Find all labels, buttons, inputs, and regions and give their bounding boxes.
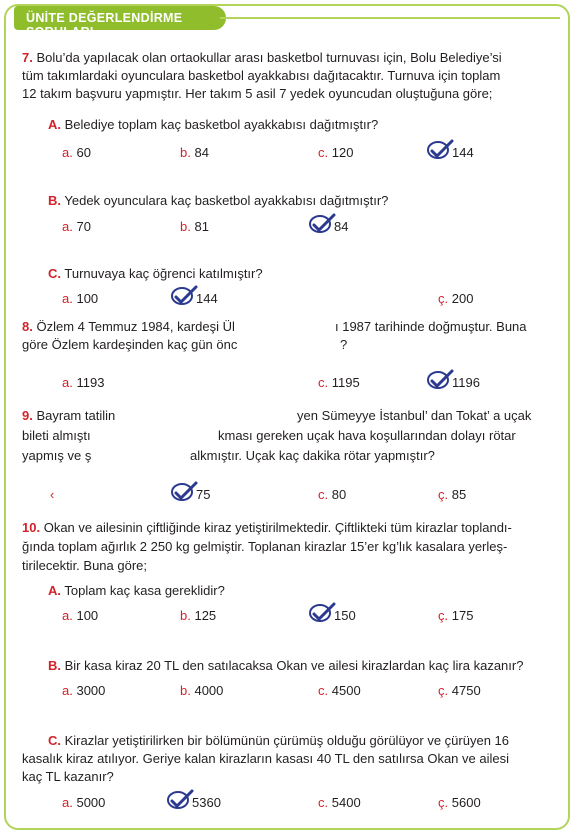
q10c-line-2: kasalık kiraz atılıyor. Geriye kalan kirazların kasası 40 TL den satılırsa Okan ve ailesi <box>22 751 509 766</box>
q7b-option-b[interactable]: b. 81 <box>180 219 209 234</box>
q8-line-2b: ? <box>340 337 348 352</box>
q10-line-2: ğında toplam ağırlık 2 250 kg gelmiştir. Toplanan kirazlar 15’er kg’lık kasalara yerleş- <box>22 539 508 554</box>
q10b-question: B. Bir kasa kiraz 20 TL den satılacaksa Okan ve ailesi kirazlardan kaç lira kazanır? <box>48 658 524 673</box>
q8-line-1b: ı 1987 tarihinde doğmuştur. Buna <box>335 319 527 334</box>
q10a-option-b[interactable]: b. 125 <box>180 608 217 623</box>
q10c-line-3: kaç TL kazanır? <box>22 769 114 784</box>
section-header <box>14 6 226 39</box>
q10c-option-a[interactable]: a. 5000 <box>62 795 106 810</box>
q7a-option-b[interactable]: b. 84 <box>180 145 209 160</box>
q7b-option-a[interactable]: a. 70 <box>62 219 91 234</box>
q7c-option-b[interactable]: 144 <box>196 291 218 306</box>
q7c-option-a[interactable]: a. 100 <box>62 291 99 306</box>
header-rule <box>220 17 560 19</box>
q10c-option-d[interactable]: ç. 5600 <box>438 795 481 810</box>
q10c-option-c[interactable]: c. 5400 <box>318 795 361 810</box>
q9-option-a[interactable]: ‹ <box>50 487 55 502</box>
q10b-option-a[interactable]: a. 3000 <box>62 683 106 698</box>
q9-option-b[interactable]: 75 <box>196 487 211 502</box>
q9-line-1b: yen Sümeyye İstanbul’ dan Tokat’ a uçak <box>297 408 532 423</box>
q7a-option-a[interactable]: a. 60 <box>62 145 91 160</box>
q8-line-2a: göre Özlem kardeşinden kaç gün önc <box>22 337 238 352</box>
q8-line-1a: 8. Özlem 4 Temmuz 1984, kardeşi Ül <box>22 319 235 334</box>
section-title: ÜNİTE DEĞERLENDİRME SORULARI <box>26 11 183 39</box>
q7-line-1: 7. Bolu’da yapılacak olan ortaokullar arası basketbol turnuvası için, Bolu Belediye’si <box>22 50 502 65</box>
q10c-option-b[interactable]: 5360 <box>192 795 221 810</box>
q9-line-3a: yapmış ve ş <box>22 448 92 463</box>
q7a-question: A. Belediye toplam kaç basketbol ayakkabısı dağıtmıştır? <box>48 117 379 132</box>
q8-option-c[interactable]: c. 1195 <box>318 375 360 390</box>
q9-line-2a: bileti almıştı <box>22 428 91 443</box>
q10a-option-c[interactable]: 150 <box>334 608 356 623</box>
q10a-option-a[interactable]: a. 100 <box>62 608 99 623</box>
q9-line-3b: alkmıştır. Uçak kaç dakika rötar yapmıştır? <box>190 448 435 463</box>
q7a-option-c[interactable]: c. 120 <box>318 145 354 160</box>
q7b-question: B. Yedek oyunculara kaç basketbol ayakkabısı dağıtmıştır? <box>48 193 389 208</box>
q7b-option-c[interactable]: 84 <box>334 219 349 234</box>
q8-option-d[interactable]: 1196 <box>452 375 480 390</box>
q10b-option-c[interactable]: c. 4500 <box>318 683 361 698</box>
q7-number: 7. <box>22 50 33 65</box>
q9-line-1a: 9. Bayram tatilin <box>22 408 116 423</box>
q7a-option-d[interactable]: 144 <box>452 145 474 160</box>
q9-option-d[interactable]: ç. 85 <box>438 487 467 502</box>
q10-line-1: 10. Okan ve ailesinin çiftliğinde kiraz yetiştirilmektedir. Çiftlikteki tüm kirazlar toplandı- <box>22 520 512 535</box>
q7-line-3: 12 takım başvuru yapmıştır. Her takım 5 asil 7 yedek oyuncudan oluştuğuna göre; <box>22 86 493 101</box>
q10a-option-d[interactable]: ç. 175 <box>438 608 474 623</box>
q10c-line-1: C. Kirazlar yetiştirilirken bir bölümünün çürümüş olduğu görülüyor ve çürüyen 16 <box>48 733 510 748</box>
q7c-question: C. Turnuvaya kaç öğrenci katılmıştır? <box>48 266 263 281</box>
q10b-option-d[interactable]: ç. 4750 <box>438 683 481 698</box>
q10-line-3: tirilecektir. Buna göre; <box>22 558 148 573</box>
q10b-option-b[interactable]: b. 4000 <box>180 683 224 698</box>
q8-option-a[interactable]: a. 1193 <box>62 375 105 390</box>
q10a-question: A. Toplam kaç kasa gereklidir? <box>48 583 225 598</box>
q7-line-2: tüm takımlardaki oyunculara basketbol ayakkabısı dağıtacaktır. Turnuva için toplam <box>22 68 501 83</box>
q9-line-2b: kması gereken uçak hava koşullarından dolayı rötar <box>218 428 516 443</box>
q7c-option-c[interactable]: ç. 200 <box>438 291 474 306</box>
q9-option-c[interactable]: c. 80 <box>318 487 347 502</box>
